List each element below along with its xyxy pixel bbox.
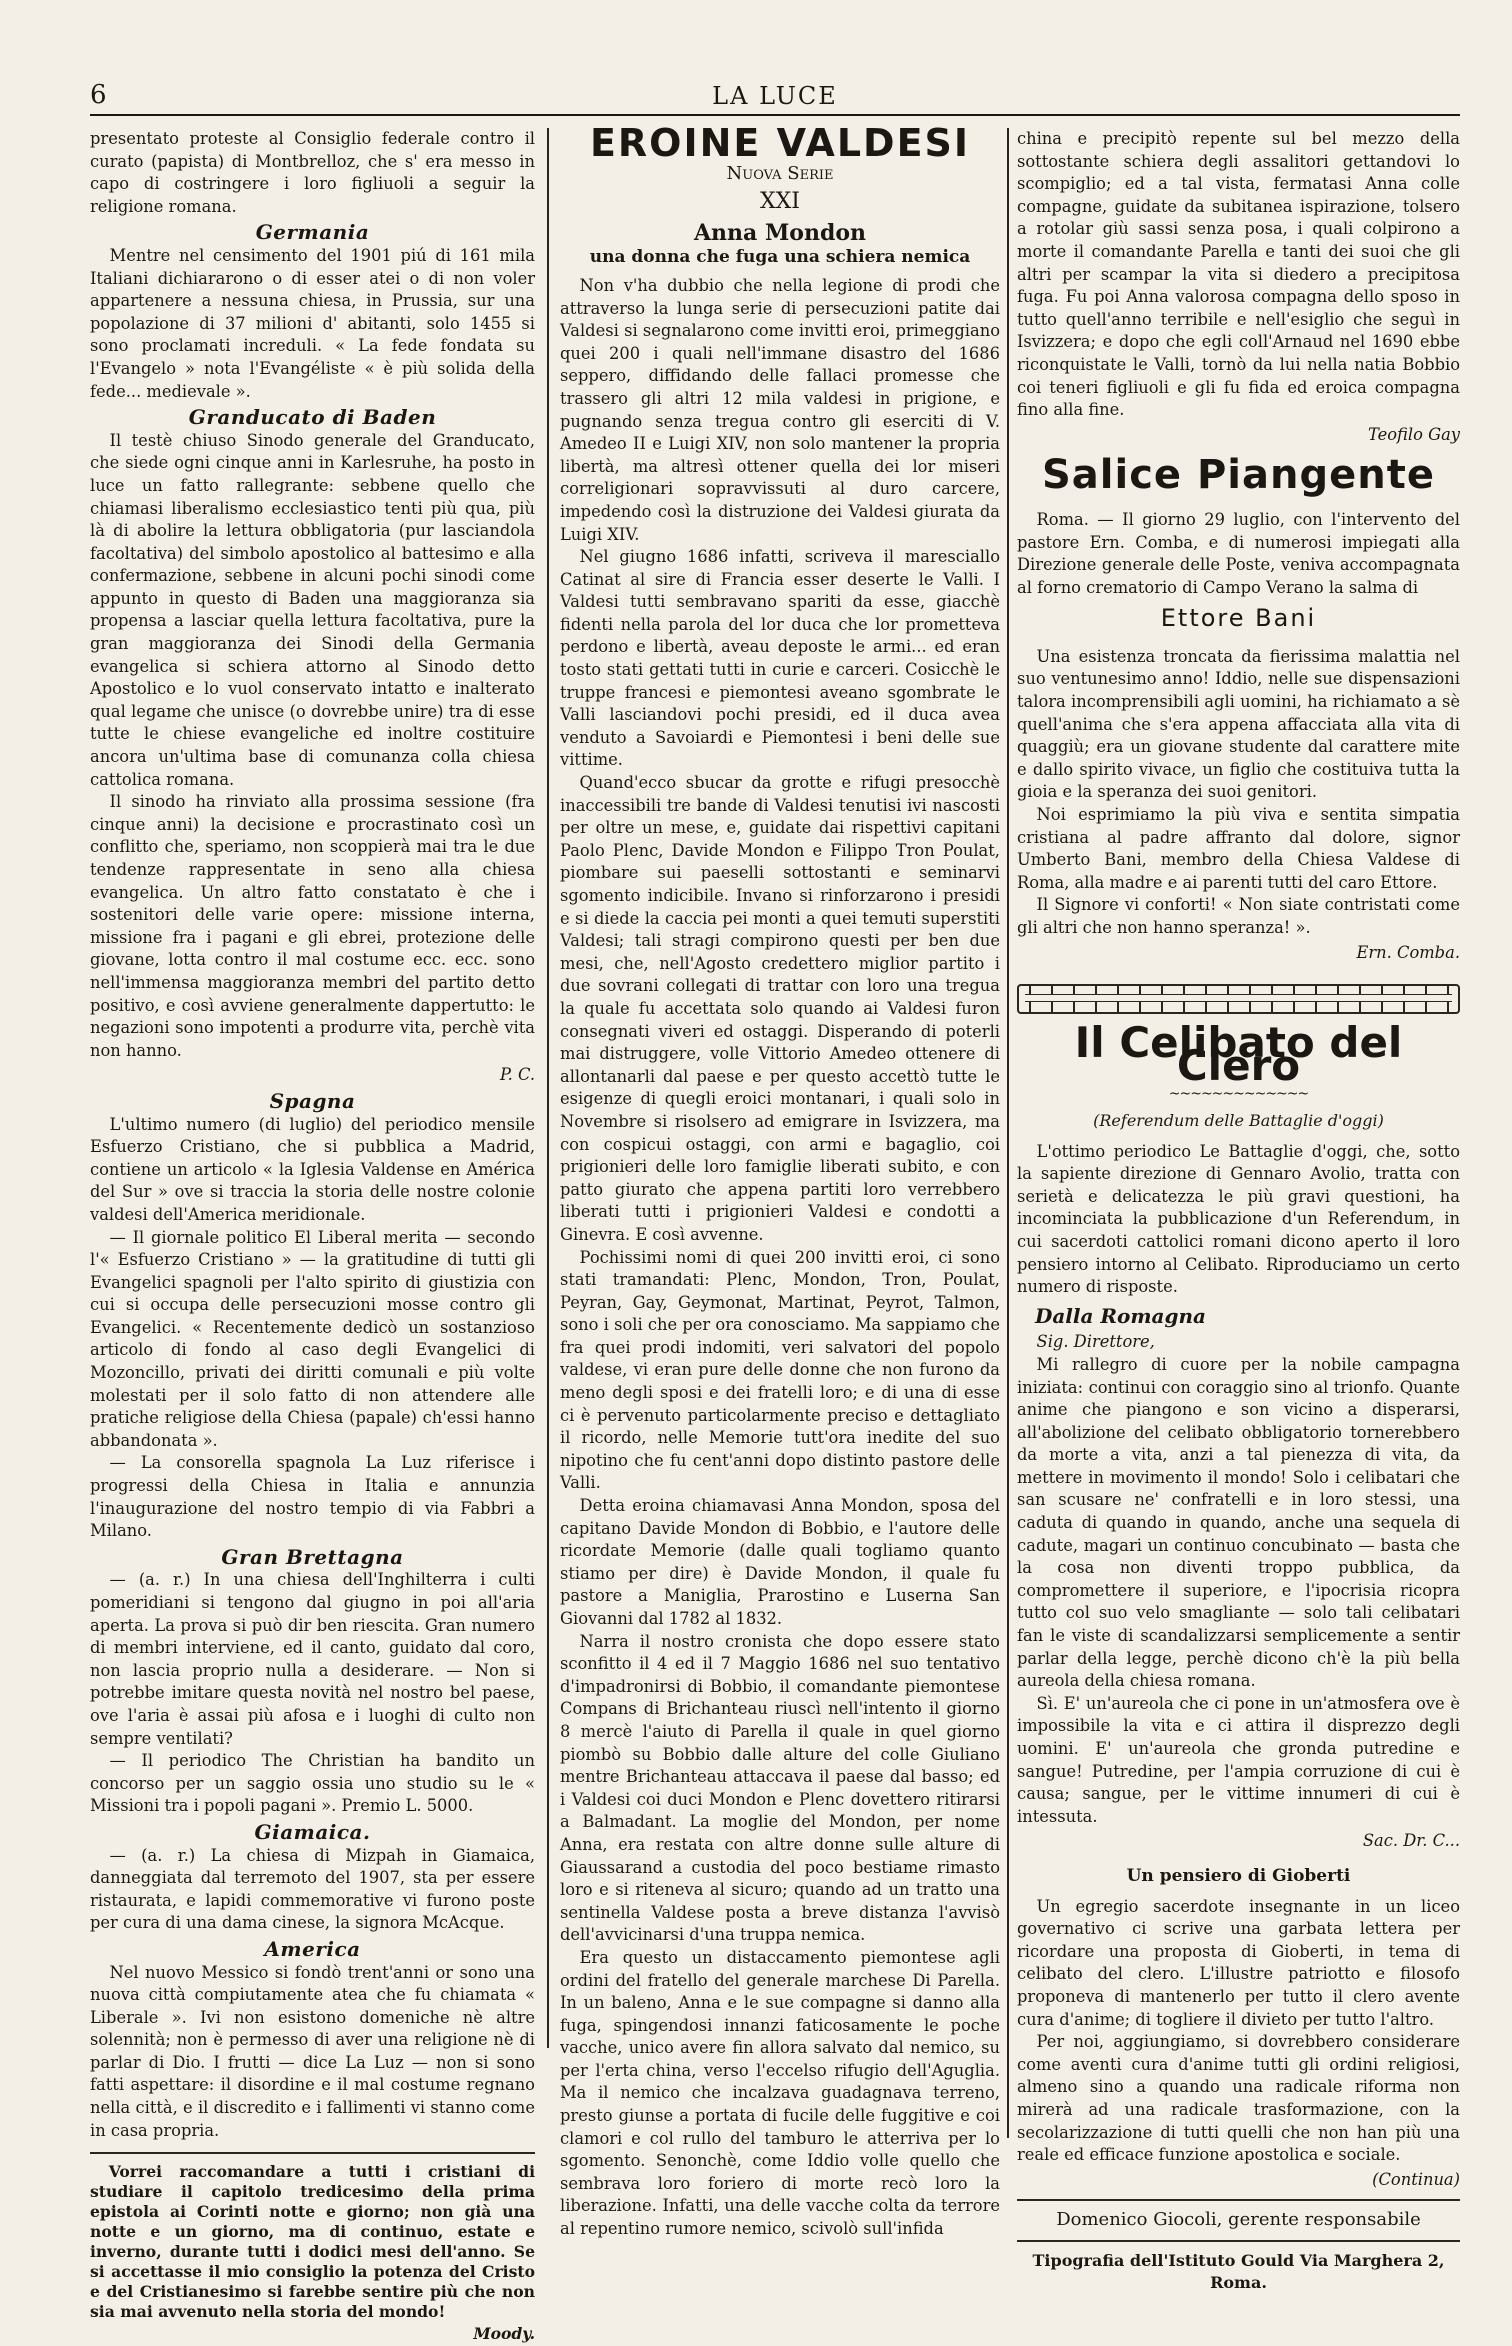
quote-signature: Moody. — [473, 2324, 535, 2344]
paragraph: Una esistenza troncata da fierissima malattia nel suo ventunesimo anno! Iddio, nelle sue dispensazioni talora incomprensibili agli uomini, ha richiamato a sè quell'anima che s'era appena affacciata alla vita di quaggiù; era un giovane studente dal carattere mite e dallo spirito vivace, un figlio che costituiva tutta la gioia e la speranza dei suoi genitori. — [1017, 646, 1460, 802]
paragraph: Noi esprimiamo la più viva e sentita simpatia cristiana al padre affranto dal dolore, signor Umberto Bani, membro della Chiesa Valdese di Roma, alla madre e ai parenti tutti del caro Ettore. — [1017, 805, 1460, 892]
column-right — [1017, 128, 1460, 2295]
paragraph: L'ottimo periodico Le Battaglie d'oggi, che, sotto la sapiente direzione di Gennaro Avolio, tratta con serietà e delicatezza le più gravi questioni, ha incominciata la pubblicazione d'un Referendum, in cui sacerdoti cattolici romani dicono aperto il loro pensiero intorno al Celibato. Riproduciamo un certo numero di risposte. — [1017, 1141, 1460, 1297]
signature: Teofilo Gay — [1368, 424, 1460, 444]
paragraph: Sì. E' un'aureola che ci pone in un'atmosfera ove è impossibile la vita e ci attira il disprezzo degli uomini. E' un'aureola che gronda putredine e sangue! Putredine, per l'ampia corruzione di cui è causa; sangue, per le vittime innumeri di cui è intessuta. — [1017, 1693, 1460, 1826]
section-heading-spagna: Spagna — [269, 1088, 356, 1113]
obituary-title: Salice Piangente — [1042, 452, 1435, 499]
continued-note: (Continua) — [1372, 2169, 1460, 2189]
section-heading-gioberti: Un pensiero di Gioberti — [1126, 1865, 1351, 1886]
signature: Sac. Dr. C... — [1362, 1831, 1460, 1851]
paragraph: Nel nuovo Messico si fondò trent'anni or sono una nuova città compiutamente atea che fu chiamata « Liberale ». Ivi non esistono domeniche nè altre solennità; non è permesso di aver una religione nè di parlar di Dio. I frutti — dice La Luz — non si sono fatti aspettare: il disordine e il mal costume regnano nella città, e il discredito e i fallimenti vi stanno come in casa propria. — [90, 1962, 535, 2140]
paragraph: Mi rallegro di cuore per la nobile campagna iniziata: continui con coraggio sino al trionfo. Quante anime che piangono e son vicino a disperarsi, all'abolizione del celibato obbligatorio tornerebbero da morte a vita, anzi a tal pienezza di vita, da mettere in movimento il mondo! Solo i celibatari che san scusare ne' confratelli e in loro stessi, una caduta di quando in quando, anche una sequela di cadute, magari un continuo concubinato — basta che la cosa non diventi troppo pubblica, da compromettere il superiore, e l'ipocrisia ricopra tutto col suo velo smagliante — solo tali celibatari fan le viste di scandalizzarsi semplicemente a sentir parlar della legge, perchè dicono ch'è la più bella aureola della chiesa romana. — [1017, 1354, 1460, 1691]
paragraph: Pochissimi nomi di quei 200 invitti eroi, ci sono stati tramandati: Plenc, Mondon, Tron, Poulat, Peyran, Gay, Geymonat, Martinat, Peyrot, Talmon, sono i soli che per ora conosciamo. Ma sappiamo che fra quei prodi indomiti, veri salvatori del popolo valdese, vi eran pure delle donne che non furono da meno degli sposi e dei fratelli loro; e di una di esse ci è pervenuto particolarmente preciso e dettagliato il ricordo, nelle Memorie tutt'ora inedite del suo nipotino che fu cent'anni dopo distinto pastore delle Valli. — [560, 1247, 1000, 1493]
heroine-name: Anna Mondon — [693, 219, 867, 246]
article-title: EROINE VALDESI — [589, 121, 971, 165]
paragraph: — La consorella spagnola La Luz riferisce i progressi della Chiesa in Italia e annunzia l'inaugurazione del nostro tempio di via Fabbri a Milano. — [90, 1453, 535, 1541]
signature: P. C. — [499, 1065, 535, 1085]
responsible-editor: Domenico Giocoli, gerente responsabile — [1056, 2209, 1421, 2231]
footer-rule — [1017, 2240, 1460, 2242]
paragraph: Il testè chiuso Sinodo generale del Granducato, che siede ogni cinque anni in Karlesruhe, ha posto in luce un fatto rallegrante: sebbene quello che chiamasi liberalismo ecclesiastico tenti più qua, più là di abolire la lettura obbligatoria (pur lasciandola facoltativa) del simbolo apostolico al battesimo e alla confermazione, sebbene in alcuni pochi sinodi come appunto in questo di Baden una maggioranza sia propensa a lasciar quella lettura facoltativa, pure la gran maggioranza dei Sinodi della Germania evangelica si schiera attorno al Sinodo detto Apostolico e lo vuol conservato intatto e inalterato qual legame che unisce (o dovrebbe unire) tra di esse tutte le chiese evangeliche ed inoltre costituire ancora un'ultima base di comunanza colla chiesa cattolica romana. — [90, 430, 535, 789]
salutation: Sig. Direttore, — [1036, 1332, 1155, 1352]
column-rule-left — [547, 128, 549, 2048]
paragraph: Roma. — Il giorno 29 luglio, con l'intervento del pastore Ern. Comba, e di numerosi impiegati alla Direzione generale delle Poste, veniva accompagnata al forno crematorio di Campo Verano la salma di — [1017, 509, 1460, 597]
paragraph: — (a. r.) In una chiesa dell'Inghilterra i culti pomeridiani si tengono dal giugno in poi all'aria aperta. La prova si può dir ben riescita. Gran numero di membri interviene, ed il canto, guidato dal coro, non lascia proprio nulla a desiderare. — Non si potrebbe imitare questa novità nel nostro bel paese, ove l'aria è assai più afosa e i luoghi di culto non sempre ventilati? — [90, 1570, 535, 1748]
paragraph: Era questo un distaccamento piemontese agli ordini del fratello del generale marchese Di Parella. In un baleno, Anna e le sue compagne si danno alla fuga, spingendosi innanzi faticosamente le poche vacche, unico avere fin allora salvato dal nemico, su per l'erta china, verso l'eccelso rifugio dell'Aguglia. Ma il nemico che incalzava guadagnava terreno, presto giunse a portata di fucile delle fuggitive e coi clamori e col rullo del tamburo le atterriva per lo sgomento. Senonchè, come Iddio volle quello che sembrava loro foriero di morte recò loro la liberazione. Infatti, una delle vacche colta da terrore al repentino rumore nemico, scivolò sull'infida — [560, 1947, 1000, 2239]
section-heading-baden: Granducato di Baden — [188, 405, 437, 430]
paragraph: Un egregio sacerdote insegnante in un liceo governativo ci scrive una garbata lettera per ricordare una proposta di Gioberti, in tema di celibato del clero. L'illustre patriotto e filosofo proponeva di mantenerlo per tutto il clero avente cura d'anime; di togliere il divieto per tutto l'altro. — [1017, 1896, 1460, 2029]
paragraph: presentato proteste al Consiglio federale contro il curato (papista) di Montbrelloz, che s' era messo in capo di costringere i loro figliuoli a seguir la religione romana. — [90, 129, 535, 216]
paragraph: Quand'ecco sbucar da grotte e rifugi presocchè inaccessibili tre bande di Valdesi tenutisi ivi nascosti per oltre un mese, e, guidate dai rispettivi capitani Paolo Plenc, Davide Mondon e Filippo Tron Poulat, piombare sui paeselli sottostanti e seminarvi sgomento indicibile. Invano si rinforzarono i presidi e si diede la caccia pei monti a quei temuti superstiti Valdesi; tali stragi compirono questi per ben due mesi, che, nell'Agosto credettero miglior partito i due sovrani collegati di trattar con loro una tregua la quale fu accettata solo quando ai Valdesi furon consegnati viveri ed ostaggi. Disperando di poterli mai distruggere, volle Vittorio Amedeo ottenere di allontanarli dal paese e per questo accettò tutte le esigenze di quegli eroici montanari, i quali solo in Novembre si risolsero ad emigrare in Isvizzera, ma con cospicui ostaggi, con armi e bagaglio, coi prigionieri delle loro famiglie liberati subito, e con patto giurato che appena partiti loro verrebbero liberati tutti i prigionieri Valdesi e condotti a Ginevra. E così avvenne. — [560, 773, 1000, 1244]
paragraph: Detta eroina chiamavasi Anna Mondon, sposa del capitano Davide Mondon di Bobbio, e l'autore delle ricordate Memorie (dalle quali togliamo quanto stiamo per dire) è Davide Mondon, il quale fu pastore a Maniglia, Prarostino e Luserna San Giovanni dal 1782 al 1832. — [560, 1496, 1000, 1628]
article-subtitle: una donna che fuga una schiera nemica — [589, 247, 971, 268]
deceased-name: Ettore Bani — [1160, 604, 1317, 633]
header-rule — [90, 114, 1460, 116]
paragraph: — Il giornale politico El Liberal merita — secondo l'« Esfuerzo Cristiano » — la gratitudine di tutti gli Evangelici spagnoli per l'alto spirito di giustizia con cui si occupa delle persecuzioni mosse contro gli Evangelici. « Recentemente dedicò un sostanzioso articolo di fondo al caso degli Evangelici di Mozoncillo, privati dei diritti comunali e più volte molestati per il solo fatto di non attendere alle pratiche religiose della Chiesa (papale) ch'essi hanno abbandonata ». — [90, 1227, 535, 1450]
section-heading-germania: Germania — [255, 220, 370, 245]
signature: Ern. Comba. — [1356, 942, 1460, 962]
referendum-note: (Referendum delle Battaglie d'oggi) — [1093, 1110, 1384, 1130]
column-eroine-valdesi — [560, 121, 1000, 2241]
masthead: LA LUCE — [712, 82, 838, 110]
printer-line: Tipografia dell'Istituto Gould Via Marghera 2, Roma. — [1032, 2250, 1445, 2293]
page-number: 6 — [90, 80, 107, 110]
section-heading-america: America — [264, 1936, 361, 1961]
series-label: Nuova Serie — [726, 162, 834, 184]
paragraph: — (a. r.) La chiesa di Mizpah in Giamaica, danneggiata dal terremoto del 1907, sta per essere ristaurata, e lapidi commemorative vi furono poste per cura di una dama cinese, la signora McAcque. — [90, 1845, 535, 1933]
paragraph: Il sinodo ha rinviato alla prossima sessione (fra cinque anni) la decisione e procrastinato così un conflitto che, speriamo, non scoppierà mai tra le due tendenze rappresentate in seno alla chiesa evangelica. Un altro fatto constatato è che i sostenitori delle varie opere: missione interna, missione fra i pagani e gli ebrei, protezione delle giovane, lotta contro il mal costume ecc. ecc. sono nell'immensa maggioranza membri del partito detto positivo, e così avviene generalmente dappertutto: le negazioni sono impotenti a produrre vita, perchè vita non hanno. — [90, 792, 535, 1060]
column-rule-right — [1007, 128, 1009, 2138]
footer-rule — [1017, 2199, 1460, 2201]
section-heading-romagna: Dalla Romagna — [1035, 1303, 1206, 1328]
quote-text: Vorrei raccomandare a tutti i cristiani di studiare il capitolo tredicesimo della prima epistola ai Corinti notte e giorno; non già una notte e un giorno, ma di continuo, estate e inverno, durante tutti i dodici mesi dell'anno. Se si accettasse il mio consiglio la potenza del Cristo e del Cristianesimo si farebbe sentire più che non sia mai avvenuto nella storia del mondo! — [90, 2162, 535, 2322]
paragraph: L'ultimo numero (di luglio) del periodico mensile Esfuerzo Cristiano, che si pubblica a Madrid, contiene un articolo « la Iglesia Valdense en América del Sur » ove si traccia la storia delle nostre colonie valdesi dell'America meridionale. — [90, 1114, 535, 1224]
decorative-squiggle: ~~~~~~~~~~~~~ — [1168, 1086, 1309, 1103]
paragraph: china e precipitò repente sul bel mezzo della sottostante schiera degli assalitori gettandovi lo scompiglio; ed a tal vista, fermatasi Anna colle compagne, guidate da subitanea ispirazione, tolsero a rotolar giù sassi senza posa, i quali colpirono a morte il comandante Parella e tanti dei suoi che gli altri per scampar la vita si diedero a precipitosa fuga. Fu poi Anna valorosa compagna dello sposo in tutto quell'anno terribile e nell'esiglio che seguì in Isvizzera; e dopo che egli coll'Arnaud nel 1690 ebbe riconquistate le Valli, tornò da lui nella natia Bobbio coi teneri figliuoli e gli fu fida ed eroica compagna fino alla fine. — [1017, 129, 1460, 420]
quote-box — [90, 2152, 535, 2344]
ornamental-band — [1017, 984, 1460, 1014]
paragraph: Non v'ha dubbio che nella legione di prodi che attraverso la lunga serie di persecuzioni patite dai Valdesi si segnalarono come invitti eroi, primeggiano quei 200 i quali nell'immane disastro del 1686 seppero, diffidando delle fallaci promesse che trassero gli altri 12 mila valdesi in prigione, e pugnando senza tregua contro gli eserciti di V. Amedeo II e Luigi XIV, non solo mantener la propria libertà, ma altresì ottener quella dei lor miseri correligionari sopravvissuti al duro carcere, impedendo così la distruzione dei Valdesi giurata da Luigi XIV. — [560, 275, 1000, 544]
paragraph: — Il periodico The Christian ha bandito un concorso per un saggio ossia uno studio su le « Missioni tra i popoli pagani ». Premio L. 5000. — [90, 1751, 535, 1816]
page-header — [90, 78, 1460, 118]
section-heading-giamaica: Giamaica. — [254, 1819, 371, 1844]
paragraph: Per noi, aggiungiamo, si dovrebbero considerare come aventi cura d'anime tutti gli ordini religiosi, almeno sino a quando una radicale riforma non mirerà ad una radicale trasformazione, con la secolarizzazione di tutti quelli che non han più una reale ed efficace funzione apostolica e sociale. — [1017, 2032, 1460, 2165]
article-title-celibato: Il Celibato del Clero — [1074, 1018, 1403, 1090]
column-news — [90, 128, 535, 2346]
paragraph: Narra il nostro cronista che dopo essere stato sconfitto il 4 ed il 7 Maggio 1686 nel suo tentativo d'impadronirsi di Bobbio, il comandante piemontese Compans di Brichanteau riuscì nell'intento il giorno 8 mercè l'aiuto di Parella il quale in quel giorno piombò su Bobbio dalle alture del colle Giuliano mentre Brichanteau attaccava il paese dal basso; ed i Valdesi coi duci Mondon e Plenc dovettero ritirarsi a Balmadant. La moglie del Mondon, per nome Anna, era restata con altre donne sulle alture di Giaussarand a custodia del poco bestiame rimasto loro e si riteneva al sicuro; quando ad un tratto una sentinella Valdese posta a breve distanza l'avvisò dell'avvicinarsi d'una truppa nemica. — [560, 1631, 1000, 1945]
paragraph: Il Signore vi conforti! « Non siate contristati come gli altri che non hanno speranza! ». — [1017, 895, 1460, 937]
installment-number: XXI — [759, 189, 800, 215]
section-heading-bretagna: Gran Brettagna — [221, 1544, 404, 1569]
paragraph: Mentre nel censimento del 1901 piú di 161 mila Italiani dichiararono o di esser atei o di non voler appartenere a nessuna chiesa, in Prussia, sur una popolazione di 37 milioni d' abitanti, solo 1455 si sono proclamati increduli. « La fede fondata su l'Evangelo » nota l'Evangéliste « è più solida della fede... medievale ». — [90, 245, 535, 401]
paragraph: Nel giugno 1686 infatti, scriveva il maresciallo Catinat al sire di Francia esser deserte le Valli. I Valdesi tutti sembravano spariti da esse, giacchè fidenti nella parola del lor duca che lor prometteva perdono e libertà, aveau deposte le armi... ed eran tosto stati gettati tutti in curie e carceri. Cosicchè le truppe francesi e piemontesi aveano sgombrate le Valli lasciandovi pochi presidi, ed il duca avea venduto a Savoiardi e Piemontesi i beni delle sue vittime. — [560, 547, 1000, 770]
